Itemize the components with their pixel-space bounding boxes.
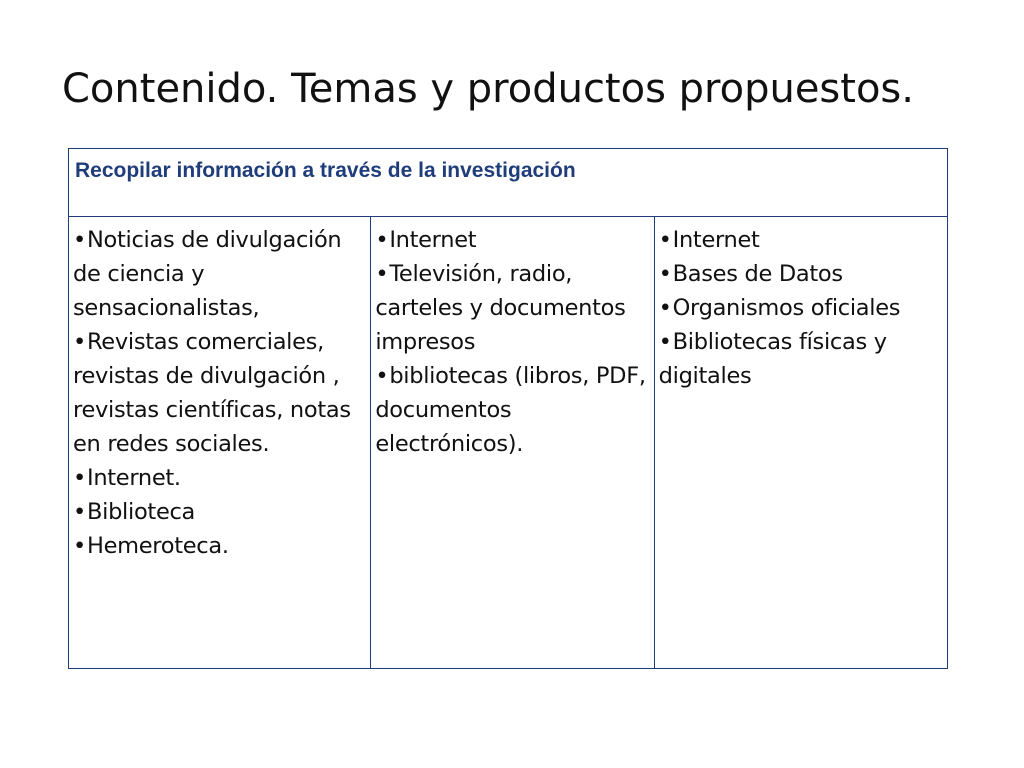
list-item: • Televisión, radio, carteles y documentos impresos (375, 257, 649, 359)
bullet-list-1 (73, 223, 366, 563)
column-cell-3 (654, 217, 947, 669)
bullet-list-3 (659, 223, 943, 393)
table-header-row (69, 149, 948, 217)
bullet-list-2 (375, 223, 649, 461)
list-item: • Internet. (73, 461, 366, 495)
list-item: • Internet (659, 223, 943, 257)
column-cell-2 (371, 217, 654, 669)
list-item: • Internet (375, 223, 649, 257)
list-item: • Bases de Datos (659, 257, 943, 291)
list-item: • Organismos oficiales (659, 291, 943, 325)
list-item: • Bibliotecas físicas y digitales (659, 325, 943, 393)
table-body-row (69, 217, 948, 669)
list-item: • Revistas comerciales, revistas de divulgación , revistas científicas, notas en redes sociales. (73, 325, 366, 461)
list-item: • Biblioteca (73, 495, 366, 529)
list-item: • Hemeroteca. (73, 529, 366, 563)
list-item: • Noticias de divulgación de ciencia y sensacionalistas, (73, 223, 366, 325)
table-header-cell: Recopilar información a través de la investigación (69, 149, 948, 217)
slide-title: Contenido. Temas y productos propuestos. (62, 66, 914, 112)
column-cell-1 (69, 217, 371, 669)
content-table (68, 148, 948, 669)
list-item: • bibliotecas (libros, PDF, documentos electrónicos). (375, 359, 649, 461)
